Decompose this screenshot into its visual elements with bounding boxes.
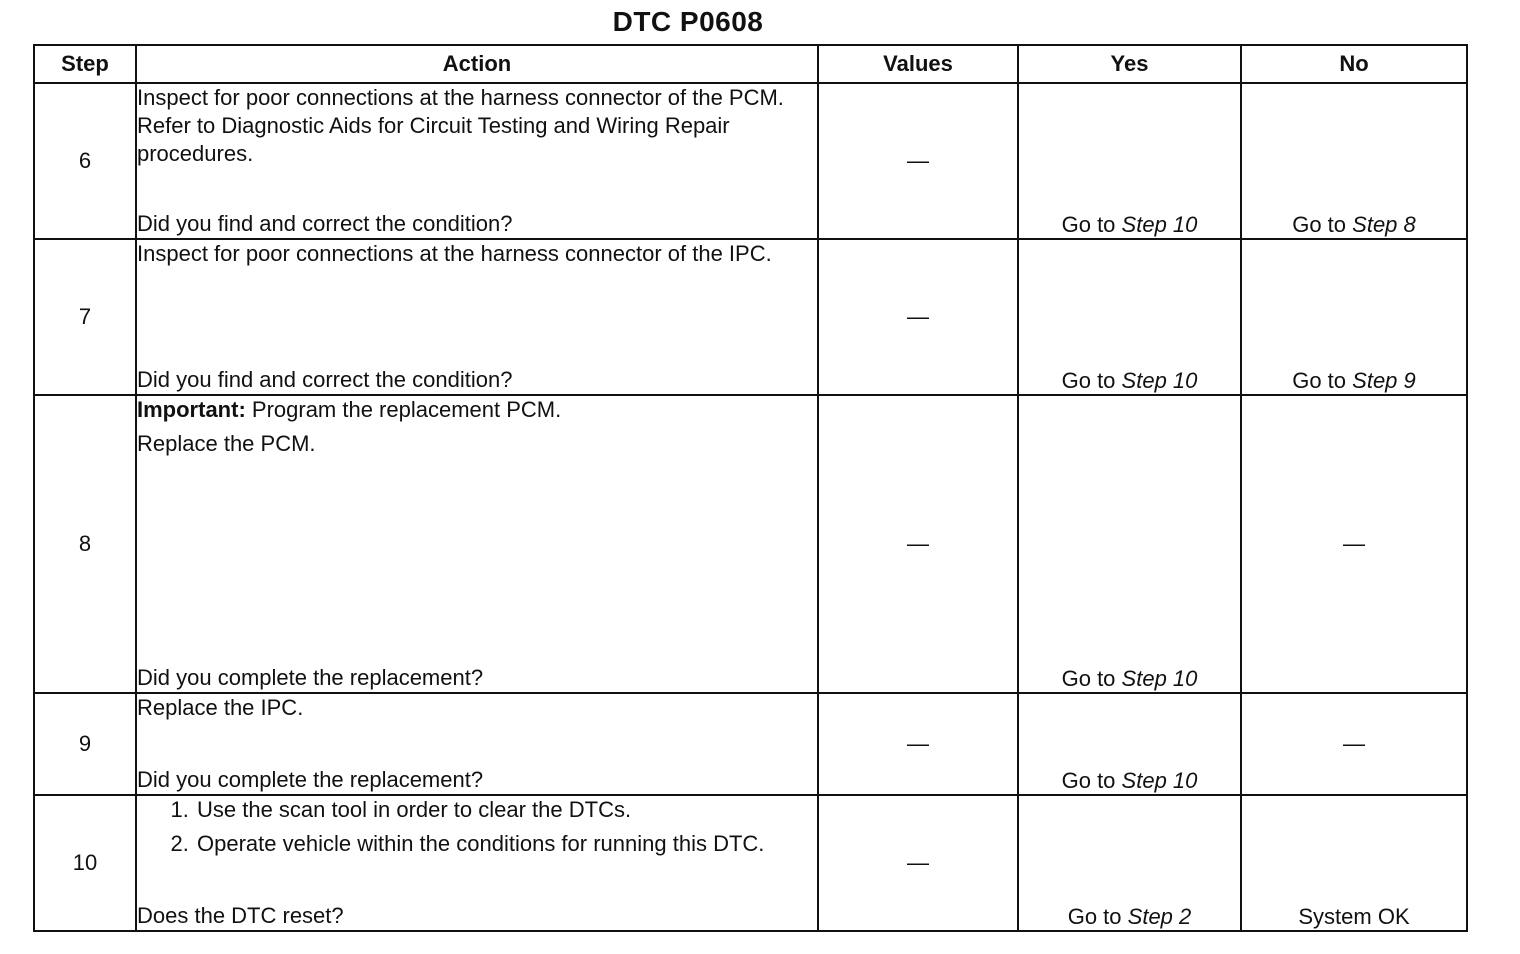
table-row (34, 395, 1467, 693)
yes-cell[interactable] (1018, 795, 1241, 931)
header-values: Values (818, 45, 1018, 83)
action-question: Did you find and correct the condition? (137, 367, 513, 392)
no-cell (1241, 395, 1467, 693)
header-yes: Yes (1018, 45, 1241, 83)
values-dash: — (907, 148, 929, 173)
numbered-item: 1. Use the scan tool in order to clear the DTCs. (195, 796, 817, 824)
table-row (34, 795, 1467, 931)
step-reference: Step 10 (1121, 666, 1198, 691)
header-no: No (1241, 45, 1467, 83)
step-reference: Step 10 (1121, 368, 1198, 393)
diagnostic-table (33, 44, 1468, 932)
header-action: Action (136, 45, 818, 83)
action-cell (136, 795, 818, 931)
table-row (34, 693, 1467, 795)
values-cell (818, 395, 1018, 693)
step-number: 9 (34, 693, 136, 795)
yes-cell[interactable] (1018, 395, 1241, 693)
table-row (34, 239, 1467, 395)
no-dash: — (1343, 531, 1365, 556)
step-number: 7 (34, 239, 136, 395)
go-to-label: Go to (1061, 666, 1116, 691)
step-number: 6 (34, 83, 136, 239)
no-go-to-step-link[interactable] (1292, 212, 1416, 237)
go-to-label: Go to (1292, 212, 1347, 237)
step-number: 10 (34, 795, 136, 931)
no-cell (1241, 795, 1467, 931)
no-cell[interactable] (1241, 239, 1467, 395)
action-question: Did you complete the replacement? (137, 665, 484, 690)
action-question: Does the DTC reset? (137, 903, 344, 928)
action-cell (136, 83, 818, 239)
go-to-label: Go to (1061, 212, 1116, 237)
action-cell (136, 693, 818, 795)
important-text: Program the replacement PCM. (251, 397, 562, 422)
values-dash: — (907, 850, 929, 875)
action-cell (136, 239, 818, 395)
no-dash: — (1343, 731, 1365, 756)
yes-go-to-step-link[interactable] (1068, 904, 1192, 929)
yes-cell[interactable] (1018, 693, 1241, 795)
action-text: Refer to Diagnostic Aids for Circuit Testing and Wiring Repair procedures. (137, 113, 730, 166)
step-reference: Step 8 (1352, 212, 1416, 237)
go-to-label: Go to (1061, 368, 1116, 393)
yes-go-to-step-link[interactable] (1062, 768, 1198, 793)
go-to-label: Go to (1292, 368, 1347, 393)
header-row (34, 45, 1467, 83)
action-question: Did you complete the replacement? (137, 767, 484, 792)
step-reference: Step 9 (1352, 368, 1416, 393)
values-dash: — (907, 304, 929, 329)
numbered-list (137, 796, 817, 864)
no-cell[interactable] (1241, 83, 1467, 239)
action-text: Inspect for poor connections at the harness connector of the PCM. (137, 85, 784, 110)
go-to-label: Go to (1061, 768, 1116, 793)
step-reference: Step 10 (1121, 768, 1198, 793)
table-row (34, 83, 1467, 239)
header-step: Step (34, 45, 136, 83)
numbered-item: 2. Operate vehicle within the conditions for running this DTC. (195, 830, 817, 858)
values-dash: — (907, 731, 929, 756)
action-text: Inspect for poor connections at the harness connector of the IPC. (137, 241, 772, 266)
system-ok-text: System OK (1298, 904, 1410, 929)
important-note (137, 396, 817, 424)
action-question: Did you find and correct the condition? (137, 211, 513, 236)
values-dash: — (907, 531, 929, 556)
no-cell (1241, 693, 1467, 795)
step-reference: Step 10 (1121, 212, 1198, 237)
yes-cell[interactable] (1018, 83, 1241, 239)
no-go-to-step-link[interactable] (1292, 368, 1416, 393)
values-cell (818, 83, 1018, 239)
action-text: Replace the IPC. (137, 695, 304, 720)
values-cell (818, 693, 1018, 795)
yes-go-to-step-link[interactable] (1062, 368, 1198, 393)
values-cell (818, 239, 1018, 395)
yes-go-to-step-link[interactable] (1062, 212, 1198, 237)
page-title: DTC P0608 (612, 6, 764, 37)
yes-cell[interactable] (1018, 239, 1241, 395)
yes-go-to-step-link[interactable] (1062, 666, 1198, 691)
go-to-label: Go to (1067, 904, 1122, 929)
action-cell (136, 395, 818, 693)
step-reference: Step 2 (1127, 904, 1192, 929)
step-number: 8 (34, 395, 136, 693)
values-cell (818, 795, 1018, 931)
important-label: Important: (137, 397, 246, 422)
action-text: Replace the PCM. (137, 431, 316, 456)
